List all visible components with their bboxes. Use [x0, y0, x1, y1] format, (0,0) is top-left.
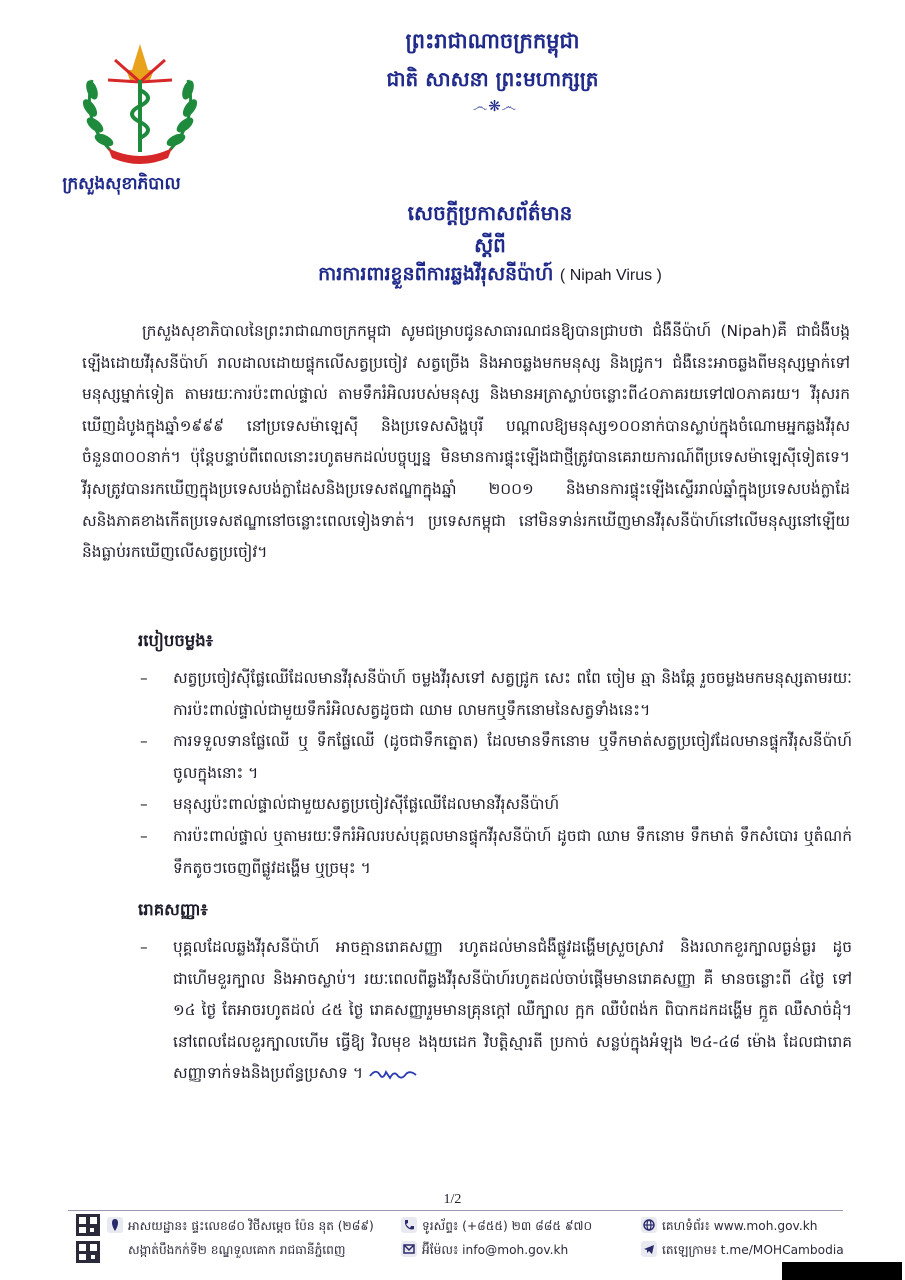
national-motto: ជាតិ សាសនា ព្រះមហាក្សត្រ — [386, 67, 599, 91]
list-item-text: មនុស្សប៉ះពាល់ផ្ទាល់ជាមួយសត្វប្រចៀវស៊ីផ្លែឈើដែលមានវីរុសនីប៉ាហ៍ — [173, 795, 560, 814]
document-subtitle: ស្តីពី — [474, 233, 506, 257]
qr-code-icon — [76, 1214, 100, 1264]
kingdom-title: ព្រះរាជាណាចក្រកម្ពុជា — [405, 29, 580, 53]
telegram-icon — [640, 1240, 658, 1258]
footer-email: អ៊ីម៉ែល៖ info@moh.gov.kh — [422, 1243, 569, 1257]
list-item — [140, 932, 852, 1090]
footer-address-line2: សង្កាត់បឹងកក់ទី២ ខណ្ឌទួលគោក រាជធានីភ្នំពេញ — [128, 1243, 346, 1257]
scan-edge-bar — [782, 1262, 902, 1280]
email-icon — [400, 1240, 418, 1258]
list-item-text: បុគ្គលដែលឆ្លងវីរុសនីប៉ាហ៍ អាចគ្មានរោគសញ្ញា រហូតដល់មានជំងឺផ្លូវដង្ហើមស្រួចស្រាវ និងរលាកខួរក្បាលធ្ងន់ធ្ងរ ដូចជាហើមខួរក្បាល និងអាចស្លាប់។ រយៈពេលពីឆ្លងវីរុសនីប៉ាហ៍រហូតដល់ចាប់ផ្តើមមានរោគសញ្ញា គឺ មានចន្លោះពី ៤ថ្ងៃ ទៅ ១៤ ថ្ងៃ តែអាចរហូតដល់ ៤៥ ថ្ងៃ រោគសញ្ញារួមមានគ្រុនក្ដៅ ឈឺក្បាល ក្អក ឈឺបំពង់ក ពិបាកដកដង្ហើម ក្អួត ឈឺសាច់ដុំ។ នៅពេលដែលខួរក្បាលហើម ធ្វើឱ្យ វិលមុខ ងងុយដេក វិបត្តិស្មារតី ប្រកាច់ សន្លប់ក្នុងអំឡុង ២៤-៤៨ ម៉ោង ដែលជារោគសញ្ញាទាក់ទងនិងប្រព័ន្ធប្រសាទ ។ — [173, 938, 852, 1083]
page-number: 1/2 — [443, 1192, 462, 1207]
document-topic — [150, 262, 830, 290]
footer-phone: ទូរស័ព្ទ៖ (+៨៥៥) ២៣ ៨៨៥ ៩៧០ — [422, 1219, 593, 1233]
location-icon — [106, 1216, 124, 1234]
symptoms-heading: រោគសញ្ញា៖ — [138, 900, 208, 919]
topic-latin: ( Nipah Virus ) — [559, 267, 662, 284]
dash-bullet: – — [140, 669, 148, 687]
dash-bullet: – — [140, 732, 148, 751]
list-item-text: សត្វប្រចៀវស៊ីផ្លែឈើដែលមានវីរុសនីប៉ាហ៍ ចម្លងវីរុសទៅ សត្វជ្រូក សេះ ពពែ ចៀម ឆ្មា និងឆ្កែ រួចចម្លងមកមនុស្សតាមរយៈការប៉ះពាល់ផ្ទាល់ជាមួយទឹករំអិលសត្វដូចជា ឈាម លាមកឬទឹកនោមនៃសត្វទាំងនេះ។ — [173, 669, 852, 719]
footer-website: គេហទំព័រ៖ www.moh.gov.kh — [662, 1219, 818, 1233]
symptoms-list — [140, 932, 852, 1090]
globe-icon — [640, 1216, 658, 1234]
topic-khmer: ការការពារខ្លួនពីការឆ្លងវីរុសនីប៉ាហ៍ — [318, 263, 554, 285]
initials-signature — [368, 1066, 418, 1082]
footer-divider — [68, 1210, 843, 1211]
list-item — [140, 821, 852, 884]
footer-telegram: តេឡេក្រាម៖ t.me/MOHCambodia — [662, 1243, 844, 1257]
ministry-logo — [70, 40, 210, 170]
transmission-heading: របៀបចម្លង៖ — [138, 631, 214, 650]
transmission-list — [140, 663, 852, 884]
list-item-text: ការប៉ះពាល់ផ្ទាល់ ឬតាមរយៈទឹករំអិលរបស់បុគ្គលមានផ្ទុកវីរុសនីប៉ាហ៍ ដូចជា ឈាម ទឹកនោម ទឹកមាត់ ទឹកសំបោរ ឬតំណក់ទឹកតូចៗចេញពីផ្លូវដង្ហើម ឬច្រមុះ ។ — [173, 826, 852, 877]
list-item — [140, 726, 852, 789]
intro-paragraph: ក្រសួងសុខាភិបាលនៃព្រះរាជាណាចក្រកម្ពុជា សូមជម្រាបជូនសាធារណជនឱ្យបានជ្រាបថា ជំងឺនីប៉ាហ៍ (Nipah)គឺ ជាជំងឺបង្កឡើងដោយវីរុសនីប៉ាហ៍ រាលដាលដោយផ្ទុកលើសត្វប្រចៀវ សត្វច្រើង និងអាចឆ្លងមកមនុស្ស និងជ្រូក។ ជំងឺនេះអាចឆ្លងពីមនុស្សម្នាក់ទៅមនុស្សម្នាក់ទៀត តាមរយៈការប៉ះពាល់ផ្ទាល់ តាមទឹករំអិលរបស់មនុស្ស និងមានអត្រាស្លាប់ចន្លោះពី៤០ភាគរយទៅ៧០ភាគរយ។ វីរុសរកឃើញដំបូងក្នុងឆ្នាំ១៩៩៩ នៅប្រទេសម៉ាឡេស៊ី និងប្រទេសសិង្ហបុរី បណ្ដាលឱ្យមនុស្ស១០០នាក់បានស្លាប់ក្នុងចំណោមអ្នកឆ្លងវីរុសចំនួន៣០០នាក់។ ប៉ុន្តែបន្ទាប់ពីពេលនោះរហូតមកដល់បច្ចុប្បន្ន មិនមានការផ្ទុះឡើងជាថ្មីត្រូវបានគេរាយការណ៍ពីប្រទេសម៉ាឡេស៊ីទៀតទេ។ វីរុសត្រូវបានរកឃើញក្នុងប្រទេសបង់ក្លាដែសនិងប្រទេសឥណ្ឌាក្នុងឆ្នាំ ២០០១ និងមានការផ្ទុះឡើងស្ទើររាល់ឆ្នាំក្នុងប្រទេសបង់ក្លាដែសនិងភាគខាងកើតប្រទេសឥណ្ឌានៅចន្លោះពេលទៀងទាត់។ ប្រទេសកម្ពុជា នៅមិនទាន់រកឃើញមានវីរុសនីប៉ាហ៍នៅលើមនុស្សនៅឡើយ និងធ្លាប់រកឃើញលើសត្វប្រចៀវ។ — [82, 322, 850, 562]
dash-bullet: – — [140, 826, 148, 845]
phone-icon — [400, 1216, 418, 1234]
list-item — [140, 663, 852, 726]
list-item — [140, 789, 852, 821]
document-title: សេចក្តីប្រកាសព័ត៌មាន — [407, 201, 573, 225]
ministry-name: ក្រសួងសុខាភិបាល — [62, 174, 181, 194]
footer-address-line1: អាសយដ្ឋាន៖ ផ្ទះលេខ៨០ វិថីសម្ដេច ប៉ែន នុត (២៨៩) — [128, 1219, 374, 1233]
list-item-text: ការទទួលទានផ្លែឈើ ឬ ទឹកផ្លែឈើ (ដូចជាទឹកត្នោត) ដែលមានទឹកនោម ឬទឹកមាត់សត្វប្រចៀវដែលមានផ្ទុកវីរុសនីប៉ាហ៍ចូលក្នុងនោះ ។ — [173, 732, 852, 782]
dash-bullet: – — [140, 795, 148, 814]
ornament-divider: ෴❋෴ — [472, 97, 517, 115]
dash-bullet: – — [140, 938, 148, 956]
